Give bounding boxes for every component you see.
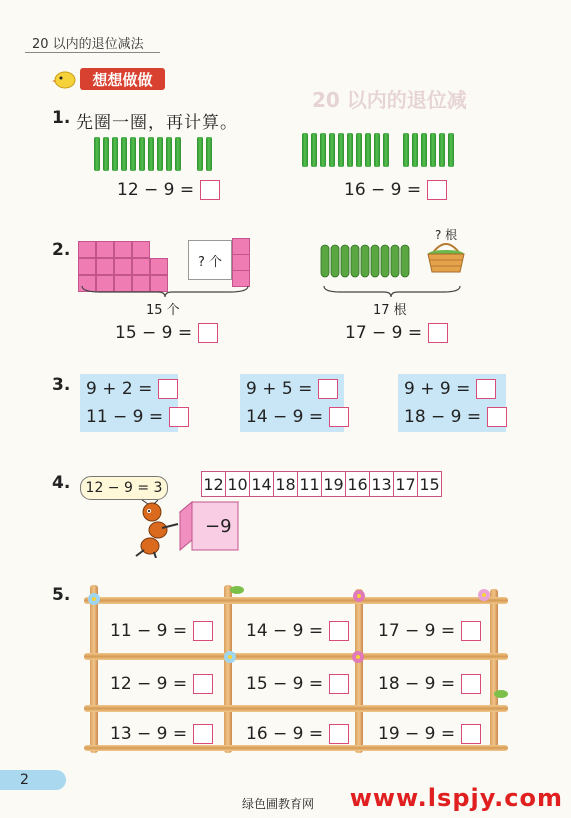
fence-post [490, 589, 498, 749]
header-divider [25, 52, 160, 53]
equation-text: 14 − 9 = [246, 407, 324, 427]
fence-post [355, 589, 363, 753]
equation-text: 11 − 9 = [86, 407, 164, 427]
number-cell: 12 [201, 471, 226, 497]
equation-17-minus-9-fence [378, 621, 481, 641]
equation-text: 16 − 9 = [246, 724, 324, 744]
equation-text: 19 − 9 = [378, 724, 456, 744]
answer-box[interactable] [487, 407, 507, 427]
equation-text: 15 − 9 = [246, 674, 324, 694]
equation-text: 17 − 9 = [345, 323, 423, 343]
equation-text: 9 + 2 = [86, 379, 153, 399]
background-watermark: 20 以内的退位减 [312, 88, 467, 112]
machine-label: −9 [205, 516, 232, 537]
equation-18-minus-9-fence [378, 674, 481, 694]
number-cell: 11 [297, 471, 322, 497]
total-15: 15 个 [146, 303, 180, 318]
equation-9-plus-5 [246, 379, 338, 399]
page-number: 2 [0, 770, 66, 790]
fence-post [224, 585, 232, 753]
equation-text: 18 − 9 = [404, 407, 482, 427]
answer-box[interactable] [428, 323, 448, 343]
equation-18-minus-9 [404, 407, 507, 427]
equation-16-minus-9-fence [246, 724, 349, 744]
practice-panel-1 [80, 374, 178, 432]
fence-rail [84, 653, 508, 660]
question-number-5: 5. [52, 585, 71, 605]
brace-right [322, 284, 462, 298]
fence-rail [84, 705, 508, 712]
answer-box[interactable] [329, 621, 349, 641]
equation-9-plus-9 [404, 379, 496, 399]
equation-9-plus-2 [86, 379, 178, 399]
basket-icon [424, 240, 468, 276]
chick-icon [52, 68, 78, 90]
answer-box[interactable] [193, 621, 213, 641]
equation-19-minus-9-fence [378, 724, 481, 744]
leaf-icon [228, 581, 246, 599]
equation-14-minus-9-fence [246, 621, 349, 641]
number-cell: 15 [417, 471, 442, 497]
practice-panel-3 [398, 374, 506, 432]
equation-15-minus-9 [115, 323, 218, 343]
fence-post [90, 585, 98, 753]
equation-12-minus-9 [117, 180, 220, 200]
answer-box[interactable] [198, 323, 218, 343]
answer-box[interactable] [158, 379, 178, 399]
sticks-12 [94, 137, 212, 171]
number-cell: 10 [225, 471, 250, 497]
equation-text: 16 − 9 = [344, 180, 422, 200]
equation-16-minus-9 [344, 180, 447, 200]
equation-text: 12 − 9 = [117, 180, 195, 200]
number-cell: 14 [249, 471, 274, 497]
sticks-16 [302, 133, 454, 167]
flower-icon [84, 589, 104, 609]
answer-box[interactable] [169, 407, 189, 427]
answer-box[interactable] [461, 674, 481, 694]
answer-box[interactable] [193, 724, 213, 744]
chapter-title: 20 以内的退位减法 [32, 37, 144, 52]
equation-text: 12 − 9 = [110, 674, 188, 694]
question-number-3: 3. [52, 375, 71, 395]
basket-label: ? 根 [435, 228, 458, 242]
question-number-1: 1. [52, 108, 71, 128]
example-bubble: 12 − 9 = 3 [80, 476, 168, 500]
total-17: 17 根 [373, 303, 407, 318]
equation-text: 17 − 9 = [378, 621, 456, 641]
answer-box[interactable] [476, 379, 496, 399]
flower-icon [474, 585, 494, 605]
pea-pods [320, 243, 410, 279]
covered-cubes [188, 238, 250, 280]
flower-icon [348, 647, 368, 667]
equation-12-minus-9-fence [110, 674, 213, 694]
question-number-2: 2. [52, 240, 71, 260]
answer-box[interactable] [318, 379, 338, 399]
question-1-instruction: 先圈一圈，再计算。 [76, 113, 238, 133]
answer-box[interactable] [329, 407, 349, 427]
number-cell: 13 [369, 471, 394, 497]
equation-text: 9 + 9 = [404, 379, 471, 399]
flower-icon [350, 587, 368, 605]
footer-site-name: 绿色圃教育网 [242, 797, 315, 811]
equation-13-minus-9-fence [110, 724, 213, 744]
unknown-count-card: ? 个 [188, 240, 232, 280]
equation-11-minus-9-fence [110, 621, 213, 641]
equation-17-minus-9 [345, 323, 448, 343]
section-banner: 想想做做 [80, 68, 165, 90]
fence-rail [84, 745, 508, 751]
number-strip [202, 471, 442, 497]
fence-rail [84, 597, 508, 604]
number-cell: 16 [345, 471, 370, 497]
equation-11-minus-9 [86, 407, 189, 427]
answer-box[interactable] [193, 674, 213, 694]
number-cell: 18 [273, 471, 298, 497]
question-number-4: 4. [52, 473, 71, 493]
equation-text: 13 − 9 = [110, 724, 188, 744]
equation-15-minus-9-fence [246, 674, 349, 694]
brace-left [80, 284, 250, 298]
answer-box[interactable] [427, 180, 447, 200]
equation-text: 9 + 5 = [246, 379, 313, 399]
answer-box[interactable] [461, 621, 481, 641]
equation-text: 14 − 9 = [246, 621, 324, 641]
leaf-icon [492, 685, 510, 703]
number-cell: 17 [393, 471, 418, 497]
equation-text: 15 − 9 = [115, 323, 193, 343]
footer-site-url[interactable]: www.lspjy.com [349, 784, 563, 812]
number-cell: 19 [321, 471, 346, 497]
answer-box[interactable] [329, 724, 349, 744]
practice-panel-2 [240, 374, 344, 432]
answer-box[interactable] [200, 180, 220, 200]
equation-text: 11 − 9 = [110, 621, 188, 641]
answer-box[interactable] [461, 724, 481, 744]
equation-14-minus-9 [246, 407, 349, 427]
answer-box[interactable] [329, 674, 349, 694]
flower-icon [220, 647, 240, 667]
equation-text: 18 − 9 = [378, 674, 456, 694]
